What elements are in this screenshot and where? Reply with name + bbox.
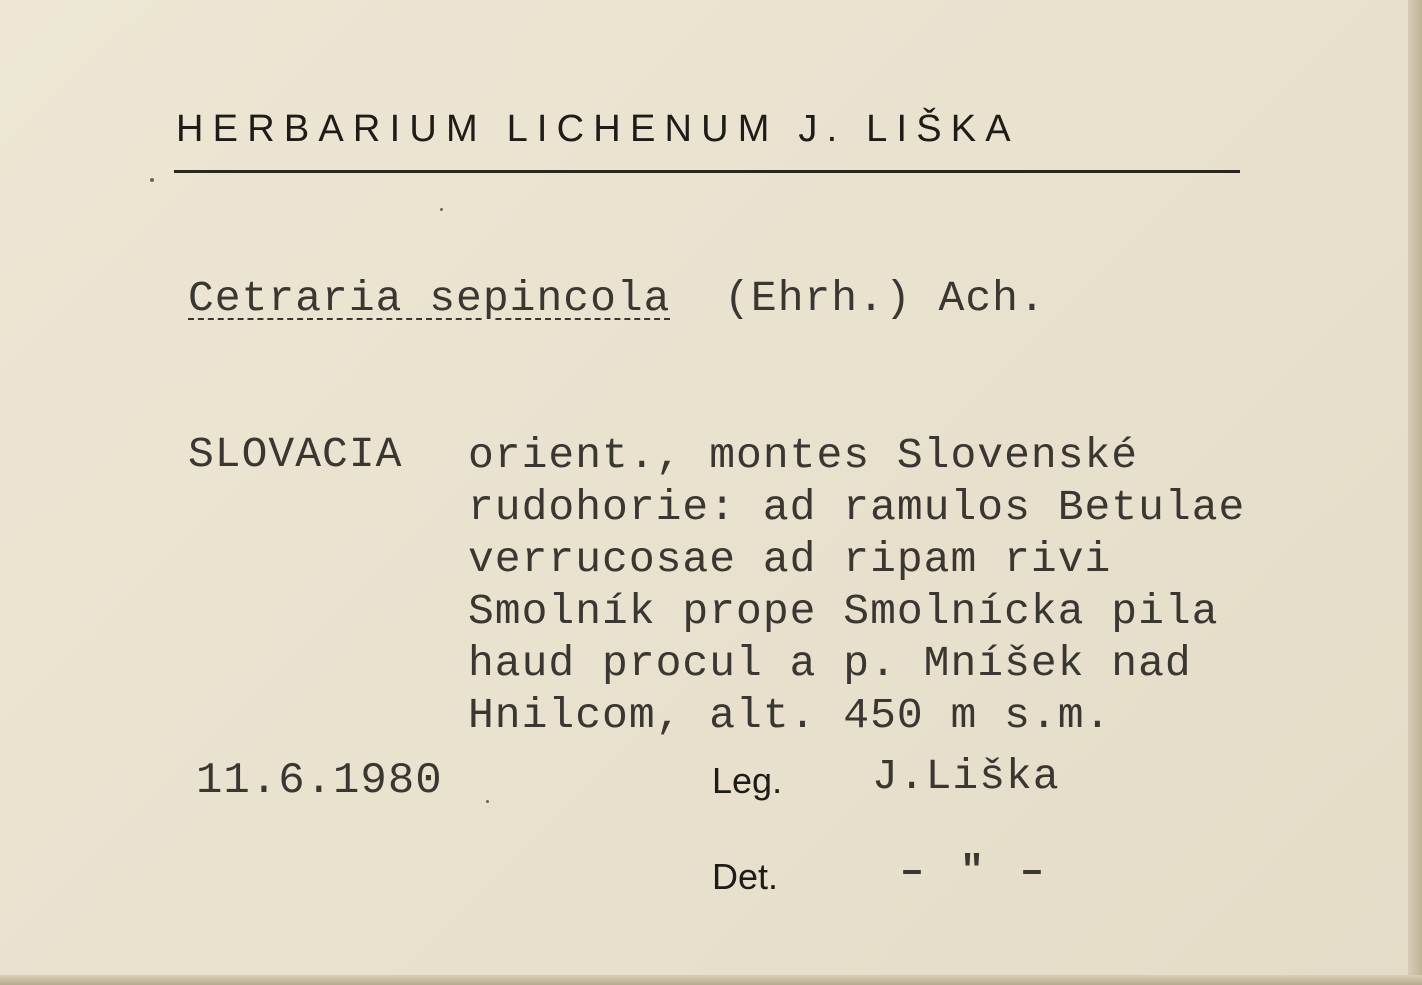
locality-line: Smolník prope Smolnícka pila: [468, 587, 1219, 636]
paper-speck: [150, 178, 154, 182]
paper-speck: [440, 208, 443, 211]
locality-line: haud procul a p. Mníšek nad: [468, 639, 1192, 688]
paper-speck: [486, 800, 489, 803]
leg-label: Leg.: [712, 760, 783, 801]
collector-name: J.Liška: [872, 752, 1060, 801]
paper-edge-bottom: [0, 975, 1422, 985]
locality-description: [468, 430, 1245, 742]
species-name: Cetraria sepincola: [188, 274, 671, 323]
collection-date: 11.6.1980: [196, 756, 443, 806]
species-line: [188, 274, 1046, 323]
paper-edge-right: [1408, 0, 1422, 985]
locality-line: orient., montes Slovenské: [468, 431, 1139, 480]
locality-line: verrucosae ad ripam rivi: [468, 535, 1112, 584]
det-label: Det.: [712, 856, 779, 897]
determiner-ditto: – " –: [900, 850, 1051, 895]
country: SLOVACIA: [188, 430, 403, 479]
locality-line: Hnilcom, alt. 450 m s.m.: [468, 691, 1112, 740]
locality-line: rudohorie: ad ramulos Betulae: [468, 483, 1246, 532]
species-author: (Ehrh.) Ach.: [724, 274, 1046, 323]
header-divider: [174, 170, 1240, 173]
herbarium-header: HERBARIUM LICHENUM J. LIŠKA: [176, 108, 1020, 150]
